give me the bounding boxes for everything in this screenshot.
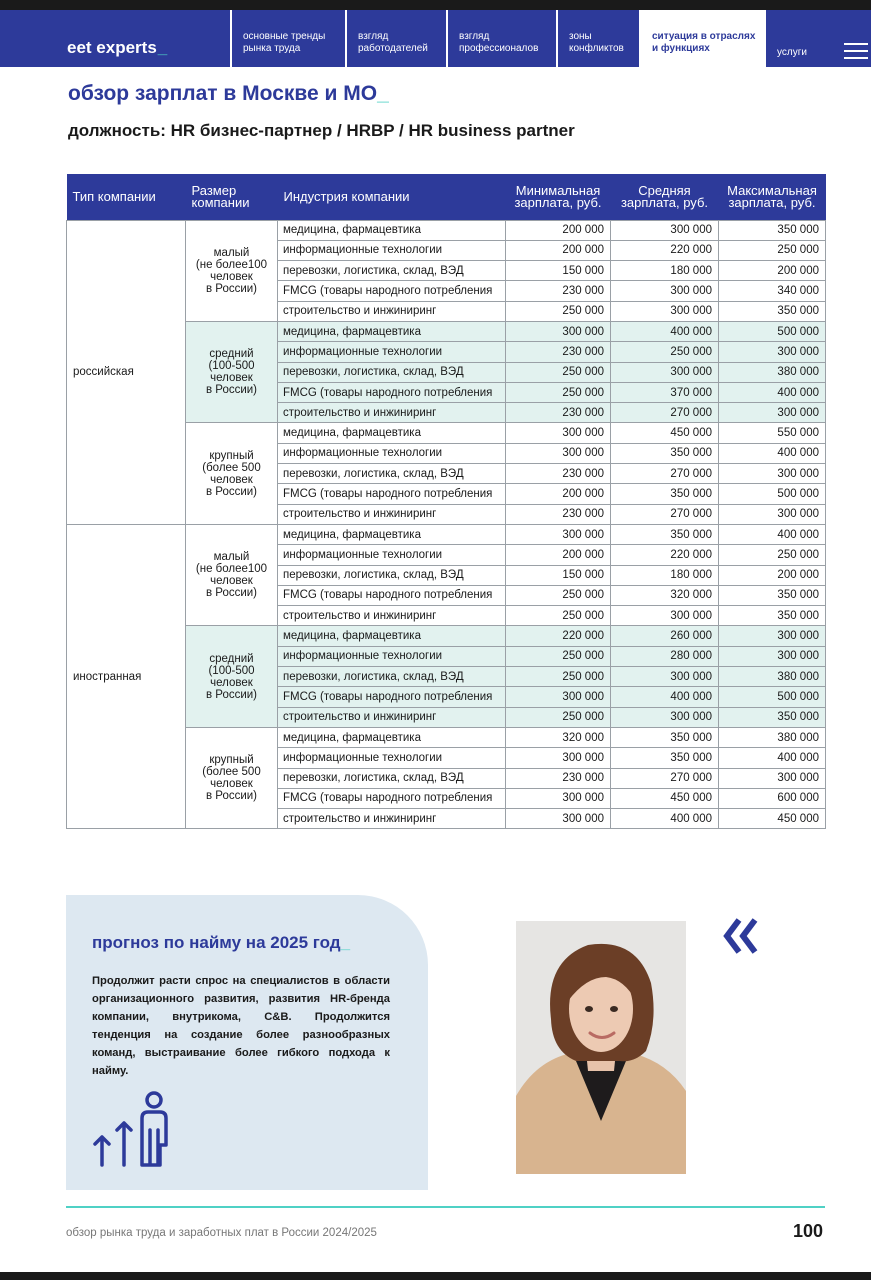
min-salary-cell: 320 000 <box>506 727 611 747</box>
max-salary-cell: 350 000 <box>719 707 826 727</box>
industry-cell: медицина, фармацевтика <box>278 423 506 443</box>
industry-cell: перевозки, логистика, склад, ВЭД <box>278 464 506 484</box>
max-salary-cell: 300 000 <box>719 504 826 524</box>
max-salary-cell: 380 000 <box>719 667 826 687</box>
min-salary-cell: 200 000 <box>506 484 611 504</box>
industry-cell: медицина, фармацевтика <box>278 727 506 747</box>
header-company-type: Тип компании <box>67 174 186 220</box>
avg-salary-cell: 400 000 <box>611 321 719 341</box>
max-salary-cell: 400 000 <box>719 748 826 768</box>
nav-item-services[interactable]: услуги <box>777 47 807 58</box>
industry-cell: FMCG (товары народного потребления <box>278 585 506 605</box>
industry-cell: медицина, фармацевтика <box>278 321 506 341</box>
avg-salary-cell: 270 000 <box>611 464 719 484</box>
table-row <box>67 220 826 240</box>
max-salary-cell: 340 000 <box>719 281 826 301</box>
top-navigation <box>0 10 871 67</box>
max-salary-cell: 250 000 <box>719 240 826 260</box>
avg-salary-cell: 450 000 <box>611 423 719 443</box>
industry-cell: строительство и инжиниринг <box>278 809 506 829</box>
avg-salary-cell: 250 000 <box>611 342 719 362</box>
avg-salary-cell: 400 000 <box>611 687 719 707</box>
avg-salary-cell: 350 000 <box>611 484 719 504</box>
avg-salary-cell: 260 000 <box>611 626 719 646</box>
industry-cell: медицина, фармацевтика <box>278 524 506 544</box>
forecast-title: прогноз по найму на 2025 год_ <box>92 933 351 952</box>
min-salary-cell: 300 000 <box>506 687 611 707</box>
max-salary-cell: 380 000 <box>719 362 826 382</box>
max-salary-cell: 300 000 <box>719 403 826 423</box>
nav-item-conflicts[interactable]: зоны конфликтов <box>556 10 639 67</box>
min-salary-cell: 200 000 <box>506 545 611 565</box>
avg-salary-cell: 300 000 <box>611 281 719 301</box>
min-salary-cell: 300 000 <box>506 524 611 544</box>
min-salary-cell: 150 000 <box>506 261 611 281</box>
industry-cell: строительство и инжиниринг <box>278 504 506 524</box>
header-avg-salary: Средняя зарплата, руб. <box>611 174 719 220</box>
nav-item-industries[interactable]: ситуация в отраслях и функциях <box>639 10 766 67</box>
position-subtitle: должность: HR бизнес-партнер / HRBP / HR business partner <box>68 121 575 140</box>
header-max-salary: Максимальная зарплата, руб. <box>719 174 826 220</box>
avg-salary-cell: 370 000 <box>611 382 719 402</box>
max-salary-cell: 200 000 <box>719 261 826 281</box>
min-salary-cell: 230 000 <box>506 768 611 788</box>
avg-salary-cell: 300 000 <box>611 667 719 687</box>
min-salary-cell: 230 000 <box>506 281 611 301</box>
max-salary-cell: 500 000 <box>719 484 826 504</box>
industry-cell: перевозки, логистика, склад, ВЭД <box>278 667 506 687</box>
nav-item-employers[interactable]: взгляд работодателей <box>345 10 446 67</box>
min-salary-cell: 300 000 <box>506 321 611 341</box>
expert-photo <box>516 921 686 1174</box>
max-salary-cell: 300 000 <box>719 768 826 788</box>
avg-salary-cell: 300 000 <box>611 220 719 240</box>
avg-salary-cell: 180 000 <box>611 565 719 585</box>
avg-salary-cell: 220 000 <box>611 240 719 260</box>
avg-salary-cell: 350 000 <box>611 748 719 768</box>
max-salary-cell: 350 000 <box>719 220 826 240</box>
company-type-cell: российская <box>67 220 186 524</box>
industry-cell: информационные технологии <box>278 545 506 565</box>
min-salary-cell: 230 000 <box>506 403 611 423</box>
max-salary-cell: 500 000 <box>719 321 826 341</box>
max-salary-cell: 350 000 <box>719 301 826 321</box>
max-salary-cell: 300 000 <box>719 464 826 484</box>
nav-item-trends[interactable]: основные тренды рынка труда <box>230 10 345 67</box>
company-size-cell: крупный (более 500 человек в России) <box>186 423 278 524</box>
avg-salary-cell: 350 000 <box>611 727 719 747</box>
min-salary-cell: 230 000 <box>506 464 611 484</box>
page-number: 100 <box>792 1221 823 1241</box>
industry-cell: информационные технологии <box>278 443 506 463</box>
table-row <box>67 524 826 544</box>
max-salary-cell: 250 000 <box>719 545 826 565</box>
industry-cell: FMCG (товары народного потребления <box>278 788 506 808</box>
max-salary-cell: 400 000 <box>719 524 826 544</box>
avg-salary-cell: 270 000 <box>611 768 719 788</box>
max-salary-cell: 600 000 <box>719 788 826 808</box>
avg-salary-cell: 350 000 <box>611 524 719 544</box>
company-size-cell: средний (100-500 человек в России) <box>186 321 278 422</box>
industry-cell: перевозки, логистика, склад, ВЭД <box>278 768 506 788</box>
max-salary-cell: 550 000 <box>719 423 826 443</box>
company-size-cell: средний (100-500 человек в России) <box>186 626 278 727</box>
industry-cell: FMCG (товары народного потребления <box>278 484 506 504</box>
min-salary-cell: 230 000 <box>506 504 611 524</box>
logo[interactable]: eet experts _ <box>67 38 168 57</box>
menu-icon[interactable] <box>844 43 868 64</box>
industry-cell: информационные технологии <box>278 240 506 260</box>
min-salary-cell: 230 000 <box>506 342 611 362</box>
company-size-cell: крупный (более 500 человек в России) <box>186 727 278 828</box>
max-salary-cell: 400 000 <box>719 443 826 463</box>
min-salary-cell: 250 000 <box>506 606 611 626</box>
min-salary-cell: 150 000 <box>506 565 611 585</box>
industry-cell: FMCG (товары народного потребления <box>278 281 506 301</box>
top-border <box>0 0 871 10</box>
max-salary-cell: 200 000 <box>719 565 826 585</box>
avg-salary-cell: 300 000 <box>611 362 719 382</box>
min-salary-cell: 250 000 <box>506 301 611 321</box>
page-title: обзор зарплат в Москве и МО_ <box>68 82 389 105</box>
forecast-text: Продолжит расти спрос на специалистов в области организационного развития, развития HR-бренда компании, внутрикома, C&B. Продолжится тенденция на создание более разнообразных команд, выстраивание более гибкого подхода к найму. <box>92 975 390 1077</box>
industry-cell: перевозки, логистика, склад, ВЭД <box>278 565 506 585</box>
max-salary-cell: 350 000 <box>719 585 826 605</box>
max-salary-cell: 450 000 <box>719 809 826 829</box>
header-min-salary: Минимальная зарплата, руб. <box>506 174 611 220</box>
max-salary-cell: 300 000 <box>719 626 826 646</box>
avg-salary-cell: 350 000 <box>611 443 719 463</box>
min-salary-cell: 250 000 <box>506 362 611 382</box>
avg-salary-cell: 220 000 <box>611 545 719 565</box>
avg-salary-cell: 180 000 <box>611 261 719 281</box>
table-header-row <box>67 174 826 220</box>
header-company-size: Размер компании <box>186 174 278 220</box>
double-chevron-left-icon <box>722 916 760 956</box>
avg-salary-cell: 300 000 <box>611 707 719 727</box>
max-salary-cell: 380 000 <box>719 727 826 747</box>
max-salary-cell: 300 000 <box>719 342 826 362</box>
min-salary-cell: 250 000 <box>506 667 611 687</box>
min-salary-cell: 300 000 <box>506 748 611 768</box>
industry-cell: информационные технологии <box>278 646 506 666</box>
avg-salary-cell: 270 000 <box>611 504 719 524</box>
industry-cell: строительство и инжиниринг <box>278 301 506 321</box>
min-salary-cell: 250 000 <box>506 707 611 727</box>
min-salary-cell: 250 000 <box>506 382 611 402</box>
avg-salary-cell: 400 000 <box>611 809 719 829</box>
growth-person-icon <box>92 1090 172 1170</box>
avg-salary-cell: 320 000 <box>611 585 719 605</box>
min-salary-cell: 200 000 <box>506 220 611 240</box>
industry-cell: перевозки, логистика, склад, ВЭД <box>278 261 506 281</box>
industry-cell: FMCG (товары народного потребления <box>278 687 506 707</box>
company-size-cell: малый (не более100 человек в России) <box>186 220 278 321</box>
industry-cell: строительство и инжиниринг <box>278 707 506 727</box>
company-size-cell: малый (не более100 человек в России) <box>186 524 278 625</box>
forecast-card <box>66 895 428 1190</box>
industry-cell: FMCG (товары народного потребления <box>278 382 506 402</box>
max-salary-cell: 500 000 <box>719 687 826 707</box>
min-salary-cell: 250 000 <box>506 585 611 605</box>
industry-cell: медицина, фармацевтика <box>278 220 506 240</box>
footer-divider <box>66 1206 825 1208</box>
min-salary-cell: 250 000 <box>506 646 611 666</box>
industry-cell: строительство и инжиниринг <box>278 403 506 423</box>
min-salary-cell: 200 000 <box>506 240 611 260</box>
avg-salary-cell: 280 000 <box>611 646 719 666</box>
industry-cell: информационные технологии <box>278 748 506 768</box>
min-salary-cell: 220 000 <box>506 626 611 646</box>
avg-salary-cell: 270 000 <box>611 403 719 423</box>
max-salary-cell: 350 000 <box>719 606 826 626</box>
min-salary-cell: 300 000 <box>506 443 611 463</box>
industry-cell: медицина, фармацевтика <box>278 626 506 646</box>
salary-table <box>66 174 826 829</box>
max-salary-cell: 400 000 <box>719 382 826 402</box>
min-salary-cell: 300 000 <box>506 423 611 443</box>
avg-salary-cell: 450 000 <box>611 788 719 808</box>
nav-item-professionals[interactable]: взгляд профессионалов <box>446 10 556 67</box>
footer-text: обзор рынка труда и заработных плат в России 2024/2025 <box>66 1227 377 1239</box>
avg-salary-cell: 300 000 <box>611 301 719 321</box>
min-salary-cell: 300 000 <box>506 809 611 829</box>
max-salary-cell: 300 000 <box>719 646 826 666</box>
company-type-cell: иностранная <box>67 524 186 828</box>
industry-cell: строительство и инжиниринг <box>278 606 506 626</box>
header-industry: Индустрия компании <box>278 174 506 220</box>
min-salary-cell: 300 000 <box>506 788 611 808</box>
avg-salary-cell: 300 000 <box>611 606 719 626</box>
industry-cell: информационные технологии <box>278 342 506 362</box>
industry-cell: перевозки, логистика, склад, ВЭД <box>278 362 506 382</box>
bottom-border <box>0 1272 871 1280</box>
